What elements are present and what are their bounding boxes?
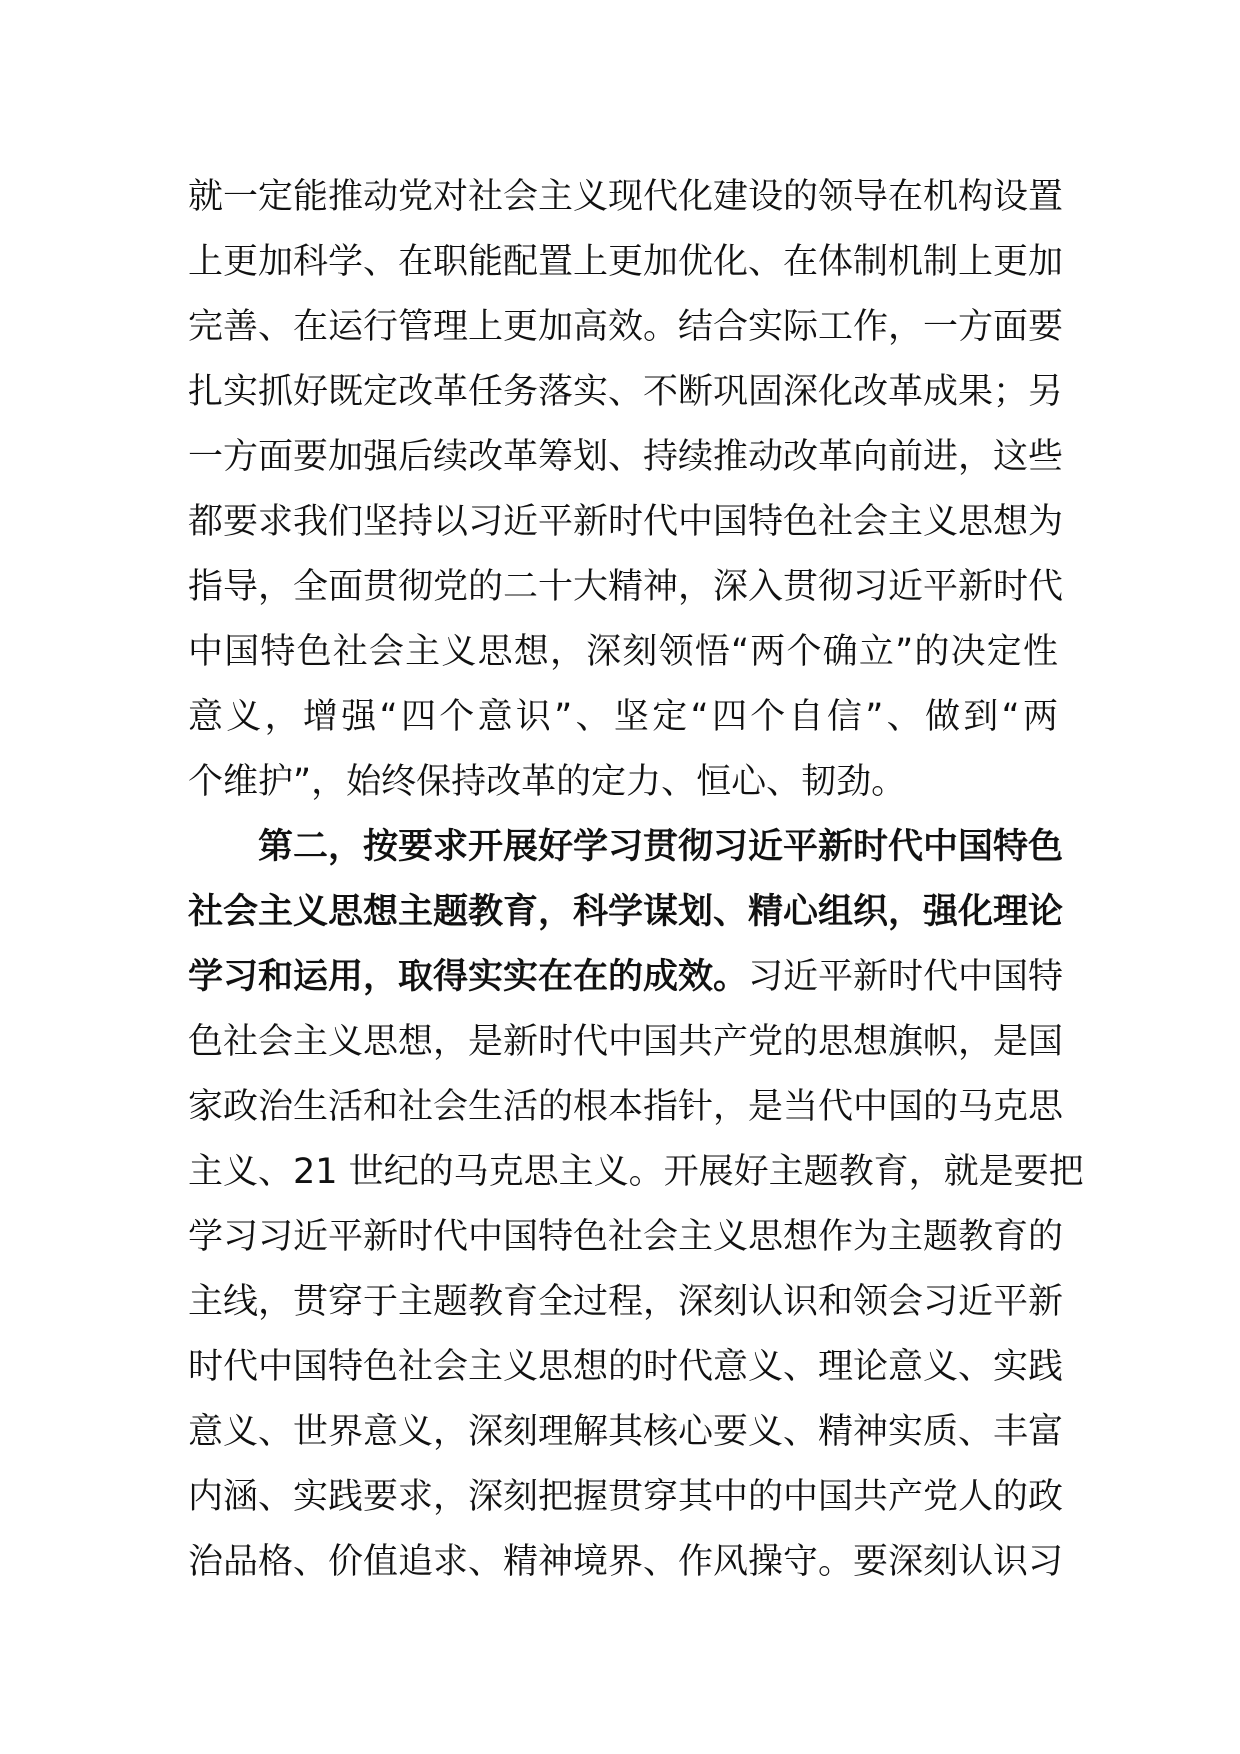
bold-heading-line: 社会主义思想主题教育，科学谋划、精心组织，强化理论 <box>188 892 1064 932</box>
text-line: 一方面要加强后续改革筹划、持续推动改革向前进，这些 <box>188 437 1064 477</box>
text-line: 意义，增强“四个意识”、坚定“四个自信”、做到“两 <box>188 697 1058 737</box>
text-line: 指导，全面贯彻党的二十大精神，深入贯彻习近平新时代 <box>188 567 1064 607</box>
text-line: 上更加科学、在职能配置上更加优化、在体制机制上更加 <box>188 242 1064 282</box>
text-fragment: 习近平新时代中国特 <box>748 957 1064 997</box>
text-line: 意义、世界意义，深刻理解其核心要义、精神实质、丰富 <box>188 1412 1064 1452</box>
text-line: 色社会主义思想，是新时代中国共产党的思想旗帜，是国 <box>188 1022 1064 1062</box>
text-line: 个维护”，始终保持改革的定力、恒心、韧劲。 <box>188 762 907 802</box>
text-line: 中国特色社会主义思想，深刻领悟“两个确立”的决定性 <box>188 632 1058 672</box>
body-text <box>188 165 1084 1595</box>
text-line: 就一定能推动党对社会主义现代化建设的领导在机构设置 <box>188 177 1064 217</box>
text-line: 家政治生活和社会生活的根本指针，是当代中国的马克思 <box>188 1087 1064 1127</box>
text-line: 主义、21 世纪的马克思主义。开展好主题教育，就是要把 <box>188 1152 1084 1192</box>
text-line: 内涵、实践要求，深刻把握贯穿其中的中国共产党人的政 <box>188 1477 1064 1517</box>
text-line: 学习习近平新时代中国特色社会主义思想作为主题教育的 <box>188 1217 1064 1257</box>
text-line: 扎实抓好既定改革任务落实、不断巩固深化改革成果；另 <box>188 372 1064 412</box>
bold-heading-line: 第二，按要求开展好学习贯彻习近平新时代中国特色 <box>258 827 1064 867</box>
text-line: 主线，贯穿于主题教育全过程，深刻认识和领会习近平新 <box>188 1282 1064 1322</box>
text-line: 时代中国特色社会主义思想的时代意义、理论意义、实践 <box>188 1347 1064 1387</box>
bold-heading-fragment: 学习和运用，取得实实在在的成效。 <box>188 957 749 997</box>
text-line: 治品格、价值追求、精神境界、作风操守。要深刻认识习 <box>188 1542 1064 1582</box>
text-line: 完善、在运行管理上更加高效。结合实际工作，一方面要 <box>188 307 1064 347</box>
text-line: 都要求我们坚持以习近平新时代中国特色社会主义思想为 <box>188 502 1064 542</box>
mixed-text-line <box>188 945 1064 1010</box>
